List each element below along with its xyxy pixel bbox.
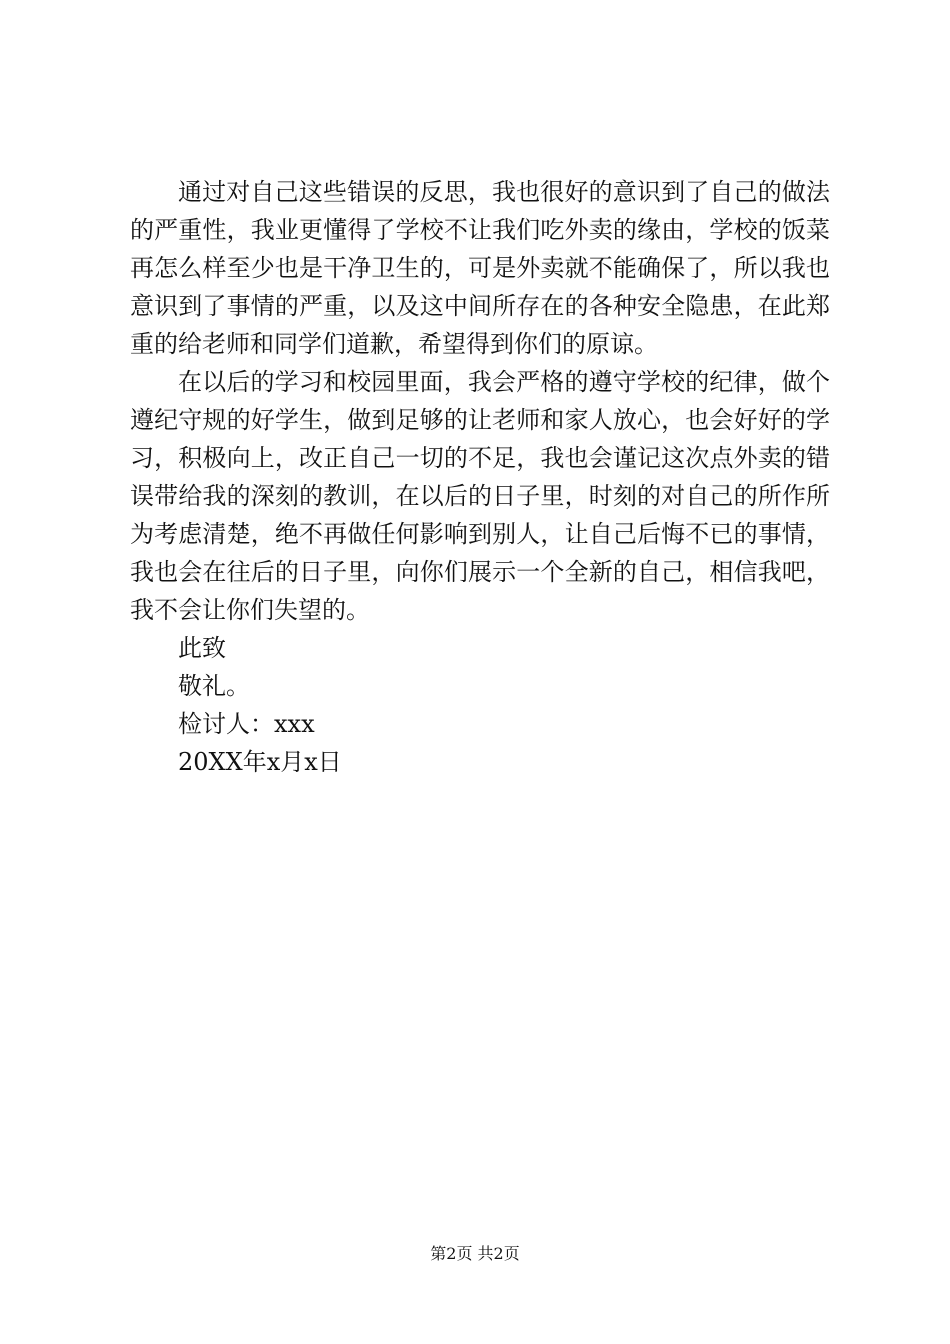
signer-line: 检讨人：xxx [178, 710, 315, 738]
document-body [130, 173, 830, 781]
closing-salutation: 此致 [178, 634, 226, 662]
paragraph-reflection: 通过对自己这些错误的反思，我也很好的意识到了自己的做法的严重性，我业更懂得了学校不让我们吃外卖的缘由，学校的饭菜再怎么样至少也是干净卫生的，可是外卖就不能确保了，所以我也意识到了事情的严重，以及这中间所存在的各种安全隐患，在此郑重的给老师和同学们道歉，希望得到你们的原谅。 [130, 178, 830, 358]
date-line: 20XX年x月x日 [178, 748, 342, 776]
page-footer: 第2页 共2页 [430, 1244, 520, 1263]
closing-regards: 敬礼。 [178, 672, 250, 700]
paragraph-commitment: 在以后的学习和校园里面，我会严格的遵守学校的纪律，做个遵纪守规的好学生，做到足够的让老师和家人放心，也会好好的学习，积极向上，改正自己一切的不足，我也会谨记这次点外卖的错误带给我的深刻的教训，在以后的日子里，时刻的对自己的所作所为考虑清楚，绝不再做任何影响到别人，让自己后悔不已的事情，我也会在往后的日子里，向你们展示一个全新的自己，相信我吧，我不会让你们失望的。 [130, 368, 830, 624]
